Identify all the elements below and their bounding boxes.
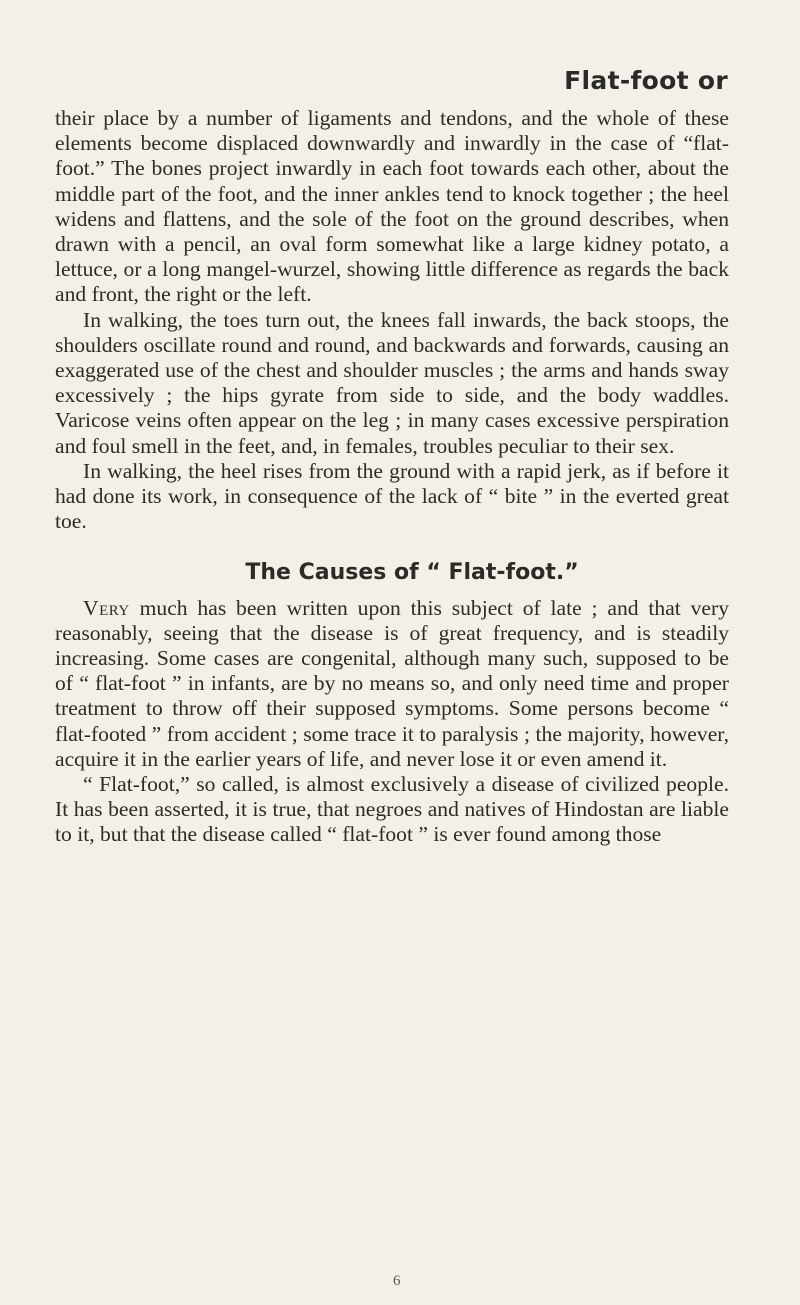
section-heading: The Causes of “ Flat-foot.” bbox=[245, 560, 579, 586]
paragraph-civilized: “ Flat-foot,” so called, is almost exclusively a disease of civilized people. It has been asserted, it is true, that negroes and natives of Hindostan are liable to it, but that the disease called “ flat-foot ” is ever found among those bbox=[55, 772, 729, 847]
page-number: 6 bbox=[393, 1273, 401, 1289]
paragraph-walking-posture: In walking, the toes turn out, the knees fall inwards, the back stoops, the shoulders oscillate round and round, and backwards and forwards, causing an exaggerated use of the chest and shoulder muscles ; the arms and hands sway excessively ; the hips gyrate from side to side, and the body waddles. Varicose veins often appear on the leg ; in many cases excessive perspiration and foul smell in the feet, and, in females, troubles peculiar to their sex. bbox=[55, 307, 729, 458]
body-text bbox=[55, 106, 729, 848]
paragraph-causes bbox=[55, 596, 729, 772]
paragraph-continuation: their place by a number of ligaments and tendons, and the whole of these elements become displaced downwardly and inwardly in the case of “flat-foot.” The bones project inwardly in each foot towards each other, about the middle part of the foot, and the inner ankles tend to knock together ; the heel widens and flattens, and the sole of the foot on the ground describes, when drawn with a pencil, an oval form somewhat like a large kidney potato, a lettuce, or a long mangel-wurzel, showing little difference as regards the back and front, the right or the left. bbox=[55, 106, 729, 307]
running-head: Flat-foot or bbox=[564, 66, 728, 95]
paragraph-lead-in: Very bbox=[83, 595, 130, 620]
paragraph-walking-heel: In walking, the heel rises from the ground with a rapid jerk, as if before it had done its work, in consequence of the lack of “ bite ” in the everted great toe. bbox=[55, 458, 729, 534]
paragraph-causes-text: much has been written upon this subject of late ; and that very reasonably, seeing that the disease is of great frequency, and is steadily increasing. Some cases are congenital, although many such, supposed to be of “ flat-foot ” in infants, are by no means so, and only need time and proper treatment to throw off their supposed symptoms. Some persons become “ flat-footed ” from accident ; some trace it to paralysis ; the majority, however, acquire it in the earlier years of life, and never lose it or even amend it. bbox=[55, 595, 729, 771]
